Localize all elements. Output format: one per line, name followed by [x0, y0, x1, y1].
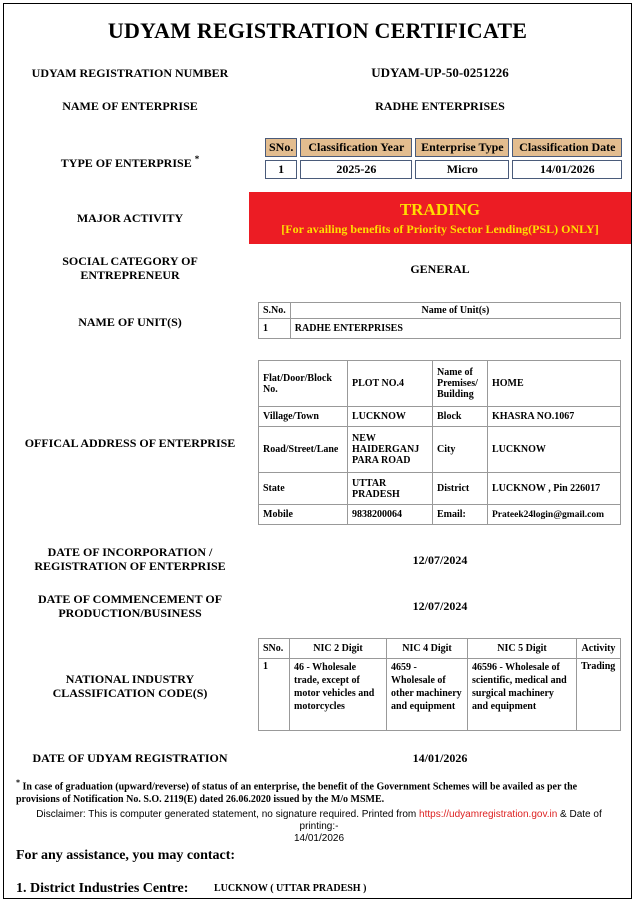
col-enterprise-type: Enterprise Type: [415, 138, 509, 157]
social-category-value: GENERAL: [410, 262, 470, 276]
udyam-date-label: DATE OF UDYAM REGISTRATION: [32, 751, 228, 765]
dic-label: 1. District Industries Centre:: [16, 881, 189, 896]
cell-year: 2025-26: [300, 160, 412, 179]
col-sno: SNo.: [265, 138, 297, 157]
table-header-row: [265, 138, 622, 157]
classification-table: [262, 135, 625, 182]
cell-key: State: [259, 473, 348, 505]
cell-key: District: [433, 473, 488, 505]
units-label: NAME OF UNIT(S): [78, 315, 182, 329]
incorporation-value: 12/07/2024: [412, 553, 468, 567]
table-row: [259, 407, 621, 427]
major-activity-banner: [249, 192, 631, 244]
nic-label: [10, 672, 250, 700]
table-row: [265, 160, 622, 179]
footnote-text: In case of graduation (upward/reverse) of status of an enterprise, the benefit of the Government Schemes will be availed as per the provisions of Notification No. S.O. 2119(E) dated 26.06.2020 issued by the M/o MSME.: [16, 781, 578, 806]
col-classification-year: Classification Year: [300, 138, 412, 157]
table-row: [259, 319, 621, 339]
cell-value: LUCKNOW: [488, 427, 621, 473]
table-row: [259, 659, 621, 731]
footnote-asterisk: *: [16, 778, 20, 787]
disclaimer-prefix: Disclaimer: This is computer generated statement, no signature required. Printed from: [36, 809, 420, 820]
cell-key: Mobile: [259, 505, 348, 525]
col-sno: SNo.: [259, 639, 290, 659]
social-category-line2: ENTREPRENEUR: [80, 268, 180, 282]
table-row: [259, 427, 621, 473]
cell-key: Email:: [433, 505, 488, 525]
type-label-text: TYPE OF ENTERPRISE: [60, 156, 192, 170]
cell-nic5: 46596 - Wholesale of scientific, medical and surgical machinery and equipment: [468, 659, 577, 731]
nic-label-line1: NATIONAL INDUSTRY: [65, 672, 195, 686]
cell-value: LUCKNOW , Pin 226017: [488, 473, 621, 505]
reg-number-value: UDYAM-UP-50-0251226: [371, 65, 509, 80]
commencement-label: [10, 592, 250, 620]
udyam-date-value: 14/01/2026: [412, 751, 468, 765]
cell-value: KHASRA NO.1067: [488, 407, 621, 427]
incorporation-label: [10, 545, 250, 573]
enterprise-name-label: NAME OF ENTERPRISE: [62, 99, 198, 113]
nic-label-line2: CLASSIFICATION CODE(S): [52, 686, 208, 700]
col-nic2: NIC 2 Digit: [290, 639, 387, 659]
col-activity: Activity: [577, 639, 621, 659]
cell-value: UTTAR PRADESH: [348, 473, 433, 505]
incorporation-line1: DATE OF INCORPORATION /: [47, 545, 213, 559]
type-of-enterprise-label: [10, 152, 250, 170]
address-table: [258, 360, 621, 525]
address-label: OFFICAL ADDRESS OF ENTERPRISE: [24, 436, 236, 450]
cell-email: Prateek24login@gmail.com: [488, 505, 621, 525]
dic-value: LUCKNOW ( UTTAR PRADESH ): [214, 883, 367, 894]
cell-key: Village/Town: [259, 407, 348, 427]
cell-value: NEW HAIDERGANJ PARA ROAD: [348, 427, 433, 473]
asterisk: *: [194, 154, 200, 164]
cell-unit-name: RADHE ENTERPRISES: [290, 319, 620, 339]
col-classification-date: Classification Date: [512, 138, 622, 157]
col-nic4: NIC 4 Digit: [387, 639, 468, 659]
disclaimer-suffix: & Date of printing:-: [299, 809, 602, 832]
cell-value: HOME: [488, 361, 621, 407]
table-row: [259, 361, 621, 407]
enterprise-name-value: RADHE ENTERPRISES: [375, 99, 505, 113]
reg-number-label: UDYAM REGISTRATION NUMBER: [31, 66, 229, 80]
print-date: 14/01/2026: [293, 833, 345, 844]
cell-activity: Trading: [577, 659, 621, 731]
cell-value: PLOT NO.4: [348, 361, 433, 407]
cell-key: Road/Street/Lane: [259, 427, 348, 473]
major-activity-label: MAJOR ACTIVITY: [76, 211, 184, 225]
cell-type: Micro: [415, 160, 509, 179]
cell-value: LUCKNOW: [348, 407, 433, 427]
udyam-website-link[interactable]: https://udyamregistration.gov.in: [419, 809, 558, 820]
cell-key: Name of Premises/ Building: [433, 361, 488, 407]
cell-sno: 1: [265, 160, 297, 179]
social-category-line1: SOCIAL CATEGORY OF: [62, 254, 198, 268]
assistance-heading: For any assistance, you may contact:: [16, 848, 236, 863]
disclaimer: [16, 809, 622, 845]
cell-sno: 1: [259, 319, 291, 339]
cell-sno: 1: [259, 659, 290, 731]
cell-key: Flat/Door/Block No.: [259, 361, 348, 407]
table-header-row: [259, 639, 621, 659]
cell-value: 9838200064: [348, 505, 433, 525]
commencement-line2: PRODUCTION/BUSINESS: [58, 606, 202, 620]
psl-note: [For availing benefits of Priority Sector Lending(PSL) ONLY]: [281, 222, 599, 236]
certificate-title: UDYAM REGISTRATION CERTIFICATE: [107, 18, 528, 43]
cell-date: 14/01/2026: [512, 160, 622, 179]
cell-nic2: 46 - Wholesale trade, except of motor vehicles and motorcycles: [290, 659, 387, 731]
cell-key: City: [433, 427, 488, 473]
table-row: [259, 473, 621, 505]
cell-nic4: 4659 - Wholesale of other machinery and equipment: [387, 659, 468, 731]
cell-key: Block: [433, 407, 488, 427]
col-nic5: NIC 5 Digit: [468, 639, 577, 659]
social-category-label: [10, 254, 250, 282]
col-sno: S.No.: [259, 303, 291, 319]
commencement-value: 12/07/2024: [412, 599, 468, 613]
footnote: [16, 776, 622, 806]
col-unit-name: Name of Unit(s): [290, 303, 620, 319]
table-header-row: [259, 303, 621, 319]
table-row: [259, 505, 621, 525]
incorporation-line2: REGISTRATION OF ENTERPRISE: [34, 559, 226, 573]
units-table: [258, 302, 621, 339]
nic-table: [258, 638, 621, 731]
major-activity-value: TRADING: [399, 200, 481, 219]
commencement-line1: DATE OF COMMENCEMENT OF: [37, 592, 223, 606]
